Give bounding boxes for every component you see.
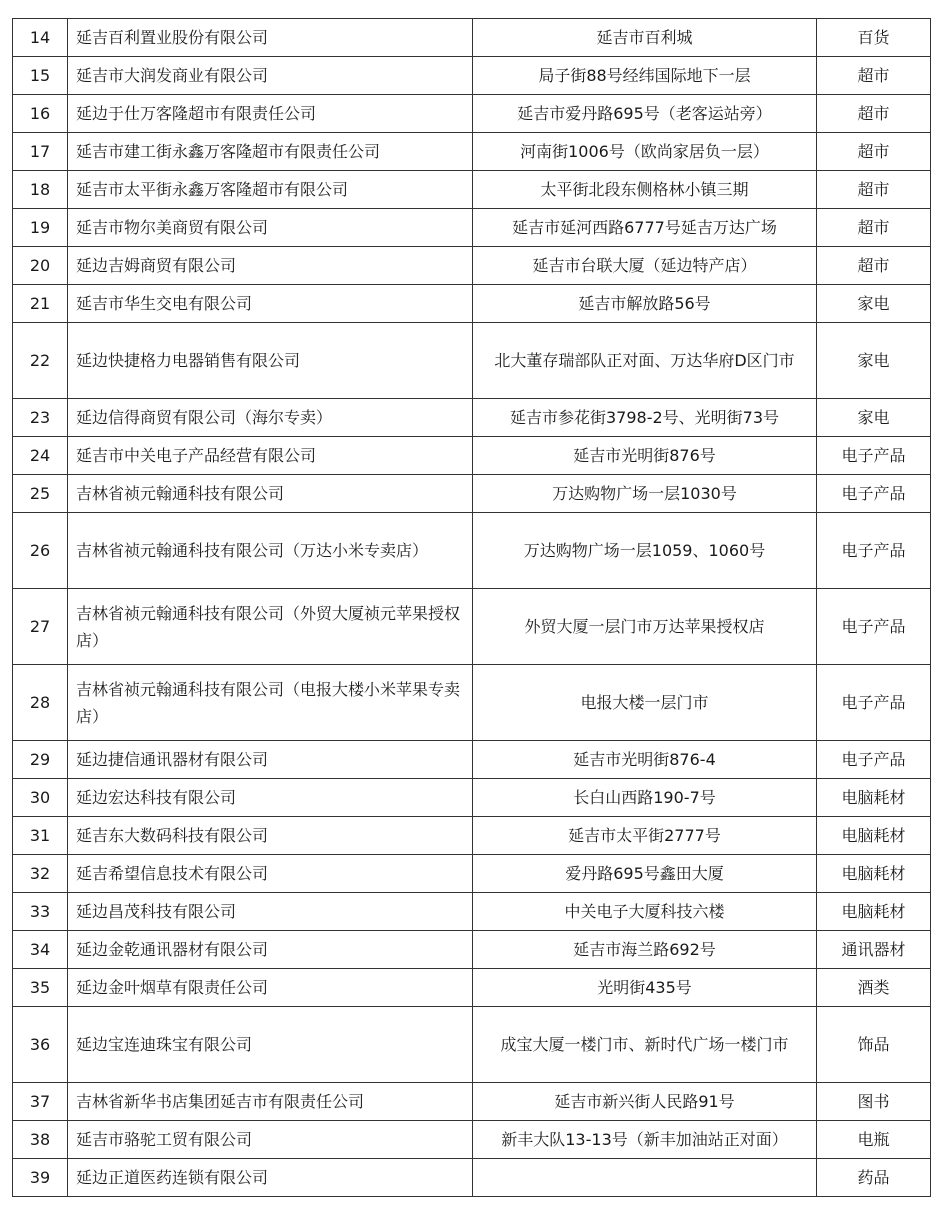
row-number-cell: 20 — [13, 247, 68, 285]
company-name-cell: 延边快捷格力电器销售有限公司 — [68, 323, 473, 399]
address-cell: 延吉市光明街876号 — [473, 437, 817, 475]
category-cell: 电瓶 — [817, 1121, 931, 1159]
address-cell: 延吉市海兰路692号 — [473, 931, 817, 969]
row-number-cell: 31 — [13, 817, 68, 855]
table-row — [13, 893, 931, 931]
table-row — [13, 19, 931, 57]
company-name-cell: 延吉市骆驼工贸有限公司 — [68, 1121, 473, 1159]
company-name-cell: 延边金叶烟草有限责任公司 — [68, 969, 473, 1007]
merchant-table — [12, 18, 931, 1197]
address-cell: 爱丹路695号鑫田大厦 — [473, 855, 817, 893]
category-cell: 药品 — [817, 1159, 931, 1197]
row-number-cell: 22 — [13, 323, 68, 399]
table-row — [13, 931, 931, 969]
category-cell: 超市 — [817, 57, 931, 95]
company-name-cell: 延吉市华生交电有限公司 — [68, 285, 473, 323]
company-name-cell: 吉林省祯元翰通科技有限公司（电报大楼小米苹果专卖店） — [68, 665, 473, 741]
company-name-cell: 延边宝连迪珠宝有限公司 — [68, 1007, 473, 1083]
row-number-cell: 24 — [13, 437, 68, 475]
table-row — [13, 323, 931, 399]
company-name-cell: 延边捷信通讯器材有限公司 — [68, 741, 473, 779]
address-cell: 万达购物广场一层1059、1060号 — [473, 513, 817, 589]
table-row — [13, 399, 931, 437]
category-cell: 电子产品 — [817, 513, 931, 589]
category-cell: 电子产品 — [817, 741, 931, 779]
table-row — [13, 1159, 931, 1197]
address-cell: 万达购物广场一层1030号 — [473, 475, 817, 513]
address-cell: 长白山西路190-7号 — [473, 779, 817, 817]
address-cell: 延吉市台联大厦（延边特产店） — [473, 247, 817, 285]
company-name-cell: 延吉市大润发商业有限公司 — [68, 57, 473, 95]
company-name-cell: 延吉希望信息技术有限公司 — [68, 855, 473, 893]
row-number-cell: 16 — [13, 95, 68, 133]
company-name-cell: 吉林省祯元翰通科技有限公司 — [68, 475, 473, 513]
table-row — [13, 437, 931, 475]
company-name-cell: 延吉百利置业股份有限公司 — [68, 19, 473, 57]
category-cell: 超市 — [817, 247, 931, 285]
merchant-table-body — [13, 19, 931, 1197]
address-cell: 河南街1006号（欧尚家居负一层） — [473, 133, 817, 171]
address-cell: 延吉市爱丹路695号（老客运站旁） — [473, 95, 817, 133]
company-name-cell: 延边正道医药连锁有限公司 — [68, 1159, 473, 1197]
category-cell: 电子产品 — [817, 475, 931, 513]
company-name-cell: 延边吉姆商贸有限公司 — [68, 247, 473, 285]
table-row — [13, 589, 931, 665]
row-number-cell: 26 — [13, 513, 68, 589]
row-number-cell: 37 — [13, 1083, 68, 1121]
row-number-cell: 21 — [13, 285, 68, 323]
table-row — [13, 1007, 931, 1083]
address-cell: 光明街435号 — [473, 969, 817, 1007]
table-row — [13, 57, 931, 95]
table-row — [13, 133, 931, 171]
category-cell: 电脑耗材 — [817, 817, 931, 855]
table-row — [13, 817, 931, 855]
table-row — [13, 475, 931, 513]
address-cell: 中关电子大厦科技六楼 — [473, 893, 817, 931]
row-number-cell: 25 — [13, 475, 68, 513]
row-number-cell: 23 — [13, 399, 68, 437]
category-cell: 超市 — [817, 209, 931, 247]
row-number-cell: 27 — [13, 589, 68, 665]
row-number-cell: 32 — [13, 855, 68, 893]
table-row — [13, 665, 931, 741]
row-number-cell: 33 — [13, 893, 68, 931]
row-number-cell: 34 — [13, 931, 68, 969]
row-number-cell: 38 — [13, 1121, 68, 1159]
table-row — [13, 1083, 931, 1121]
address-cell: 延吉市参花街3798-2号、光明街73号 — [473, 399, 817, 437]
row-number-cell: 14 — [13, 19, 68, 57]
table-row — [13, 171, 931, 209]
category-cell: 酒类 — [817, 969, 931, 1007]
row-number-cell: 35 — [13, 969, 68, 1007]
table-row — [13, 855, 931, 893]
company-name-cell: 延吉市建工街永鑫万客隆超市有限责任公司 — [68, 133, 473, 171]
company-name-cell: 延边于仕万客隆超市有限责任公司 — [68, 95, 473, 133]
category-cell: 通讯器材 — [817, 931, 931, 969]
row-number-cell: 30 — [13, 779, 68, 817]
address-cell: 延吉市太平街2777号 — [473, 817, 817, 855]
address-cell: 新丰大队13-13号（新丰加油站正对面） — [473, 1121, 817, 1159]
company-name-cell: 延吉市物尔美商贸有限公司 — [68, 209, 473, 247]
category-cell: 饰品 — [817, 1007, 931, 1083]
table-row — [13, 779, 931, 817]
address-cell: 太平街北段东侧格林小镇三期 — [473, 171, 817, 209]
row-number-cell: 15 — [13, 57, 68, 95]
company-name-cell: 延边昌茂科技有限公司 — [68, 893, 473, 931]
table-row — [13, 513, 931, 589]
table-row — [13, 95, 931, 133]
address-cell — [473, 1159, 817, 1197]
company-name-cell: 延吉市中关电子产品经营有限公司 — [68, 437, 473, 475]
category-cell: 超市 — [817, 133, 931, 171]
row-number-cell: 28 — [13, 665, 68, 741]
company-name-cell: 吉林省祯元翰通科技有限公司（外贸大厦祯元苹果授权店） — [68, 589, 473, 665]
table-row — [13, 285, 931, 323]
address-cell: 延吉市百利城 — [473, 19, 817, 57]
category-cell: 图书 — [817, 1083, 931, 1121]
company-name-cell: 延边宏达科技有限公司 — [68, 779, 473, 817]
category-cell: 电子产品 — [817, 437, 931, 475]
company-name-cell: 延边金乾通讯器材有限公司 — [68, 931, 473, 969]
category-cell: 家电 — [817, 399, 931, 437]
row-number-cell: 17 — [13, 133, 68, 171]
address-cell: 延吉市解放路56号 — [473, 285, 817, 323]
row-number-cell: 18 — [13, 171, 68, 209]
company-name-cell: 延吉市太平街永鑫万客隆超市有限公司 — [68, 171, 473, 209]
category-cell: 超市 — [817, 95, 931, 133]
address-cell: 延吉市新兴街人民路91号 — [473, 1083, 817, 1121]
address-cell: 成宝大厦一楼门市、新时代广场一楼门市 — [473, 1007, 817, 1083]
address-cell: 外贸大厦一层门市万达苹果授权店 — [473, 589, 817, 665]
category-cell: 家电 — [817, 285, 931, 323]
category-cell: 电脑耗材 — [817, 855, 931, 893]
table-row — [13, 741, 931, 779]
table-row — [13, 247, 931, 285]
category-cell: 超市 — [817, 171, 931, 209]
address-cell: 局子街88号经纬国际地下一层 — [473, 57, 817, 95]
company-name-cell: 吉林省新华书店集团延吉市有限责任公司 — [68, 1083, 473, 1121]
category-cell: 电脑耗材 — [817, 893, 931, 931]
row-number-cell: 36 — [13, 1007, 68, 1083]
address-cell: 北大董存瑞部队正对面、万达华府D区门市 — [473, 323, 817, 399]
address-cell: 延吉市延河西路6777号延吉万达广场 — [473, 209, 817, 247]
category-cell: 电脑耗材 — [817, 779, 931, 817]
company-name-cell: 延边信得商贸有限公司（海尔专卖） — [68, 399, 473, 437]
table-row — [13, 1121, 931, 1159]
company-name-cell: 吉林省祯元翰通科技有限公司（万达小米专卖店） — [68, 513, 473, 589]
row-number-cell: 39 — [13, 1159, 68, 1197]
category-cell: 电子产品 — [817, 665, 931, 741]
address-cell: 延吉市光明街876-4 — [473, 741, 817, 779]
address-cell: 电报大楼一层门市 — [473, 665, 817, 741]
row-number-cell: 29 — [13, 741, 68, 779]
company-name-cell: 延吉东大数码科技有限公司 — [68, 817, 473, 855]
category-cell: 电子产品 — [817, 589, 931, 665]
row-number-cell: 19 — [13, 209, 68, 247]
category-cell: 百货 — [817, 19, 931, 57]
table-row — [13, 969, 931, 1007]
category-cell: 家电 — [817, 323, 931, 399]
table-row — [13, 209, 931, 247]
